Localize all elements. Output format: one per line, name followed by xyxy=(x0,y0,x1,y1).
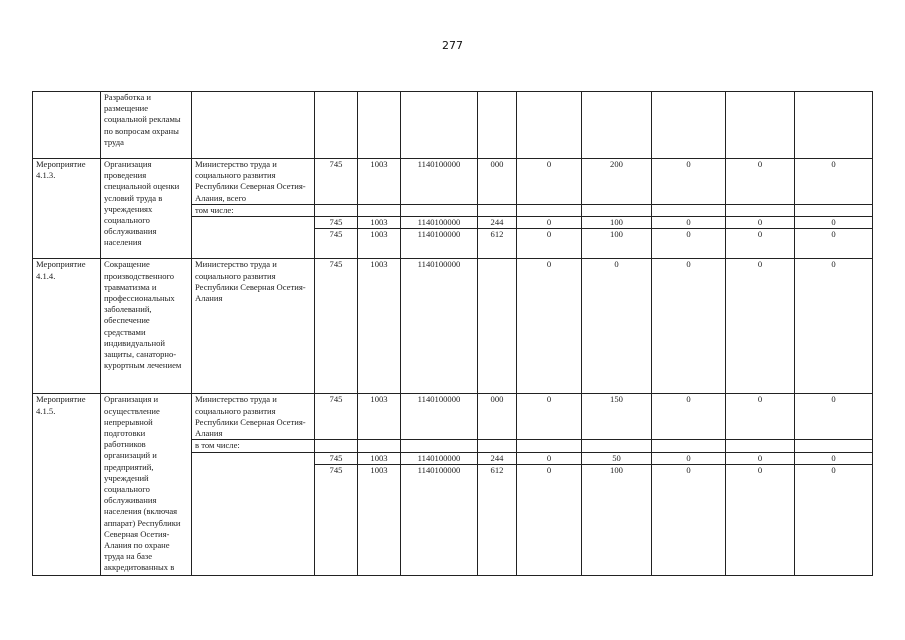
value-cell: 0 xyxy=(652,229,726,259)
value-cell: 100 xyxy=(582,217,652,229)
section-cell: 1003 xyxy=(358,394,401,440)
table-row xyxy=(33,259,873,394)
value-cell: 0 xyxy=(517,259,582,394)
value-cell: 0 xyxy=(795,452,873,464)
value-cell: 0 xyxy=(726,394,795,440)
value-cell: 50 xyxy=(582,452,652,464)
target-article-cell: 1140100000 xyxy=(401,229,478,259)
executor-cell: Министерство труда и социального развития Республики Северная Осетия-Алания, всего xyxy=(192,159,315,205)
activity-id-cell: Мероприятие 4.1.5. xyxy=(33,394,101,575)
value-cell: 0 xyxy=(517,394,582,440)
value-cell: 0 xyxy=(795,394,873,440)
target-article-cell: 1140100000 xyxy=(401,217,478,229)
executor-cell: том числе: xyxy=(192,205,315,217)
grbs-cell: 745 xyxy=(315,229,358,259)
value-cell: 0 xyxy=(517,159,582,205)
target-article-cell: 1140100000 xyxy=(401,464,478,575)
target-article-cell: 1140100000 xyxy=(401,159,478,205)
target-article-cell: 1140100000 xyxy=(401,259,478,394)
executor-cell: Министерство труда и социального развития Республики Северная Осетия-Алания xyxy=(192,259,315,394)
expense-type-cell: 000 xyxy=(478,159,517,205)
table-row xyxy=(33,92,873,159)
value-cell: 0 xyxy=(726,259,795,394)
grbs-cell: 745 xyxy=(315,217,358,229)
section-cell: 1003 xyxy=(358,229,401,259)
executor-cell xyxy=(192,452,315,575)
target-article-cell: 1140100000 xyxy=(401,452,478,464)
value-cell: 0 xyxy=(795,229,873,259)
value-cell: 0 xyxy=(726,217,795,229)
value-cell: 0 xyxy=(582,259,652,394)
table-row xyxy=(33,394,873,440)
value-cell: 0 xyxy=(795,259,873,394)
executor-cell: в том числе: xyxy=(192,440,315,452)
grbs-cell: 745 xyxy=(315,159,358,205)
value-cell: 0 xyxy=(652,217,726,229)
value-cell: 0 xyxy=(652,394,726,440)
expense-type-cell: 244 xyxy=(478,452,517,464)
executor-cell xyxy=(192,217,315,259)
expense-type-cell xyxy=(478,259,517,394)
section-cell: 1003 xyxy=(358,452,401,464)
row-id-cell xyxy=(33,92,101,159)
value-cell: 0 xyxy=(726,464,795,575)
page-number: 277 xyxy=(442,39,463,52)
value-cell: 0 xyxy=(652,159,726,205)
activity-id-cell: Мероприятие 4.1.3. xyxy=(33,159,101,259)
activity-name-cell: Организация проведения специальной оценки условий труда в учреждениях социального обслуживания населения xyxy=(101,159,192,259)
expense-type-cell: 244 xyxy=(478,217,517,229)
grbs-cell: 745 xyxy=(315,464,358,575)
grbs-cell: 745 xyxy=(315,452,358,464)
section-cell: 1003 xyxy=(358,217,401,229)
value-cell: 0 xyxy=(726,452,795,464)
value-cell: 0 xyxy=(795,464,873,575)
activity-id-cell: Мероприятие 4.1.4. xyxy=(33,259,101,394)
expense-type-cell: 612 xyxy=(478,229,517,259)
budget-table xyxy=(32,91,873,576)
grbs-cell: 745 xyxy=(315,259,358,394)
grbs-cell: 745 xyxy=(315,394,358,440)
value-cell: 0 xyxy=(652,464,726,575)
executor-cell: Министерство труда и социального развития Республики Северная Осетия-Алания xyxy=(192,394,315,440)
value-cell: 0 xyxy=(795,159,873,205)
expense-type-cell: 000 xyxy=(478,394,517,440)
activity-name-cell: Организация и осуществление непрерывной подготовки работников организаций и предприятий, учреждений социального обслуживания населения (включая аппарат) Республики Северная Осетия-Алания по охране труда на базе аккредитованных в xyxy=(101,394,192,575)
table-row xyxy=(33,159,873,205)
value-cell: 0 xyxy=(726,229,795,259)
section-cell: 1003 xyxy=(358,159,401,205)
value-cell: 0 xyxy=(517,452,582,464)
value-cell: 0 xyxy=(517,217,582,229)
value-cell: 0 xyxy=(652,452,726,464)
executor-cell xyxy=(192,92,315,159)
activity-name-cell: Разработка и размещение социальной рекламы по вопросам охраны труда xyxy=(101,92,192,159)
section-cell: 1003 xyxy=(358,259,401,394)
value-cell: 0 xyxy=(795,217,873,229)
value-cell: 200 xyxy=(582,159,652,205)
value-cell: 0 xyxy=(517,229,582,259)
target-article-cell: 1140100000 xyxy=(401,394,478,440)
value-cell: 100 xyxy=(582,464,652,575)
activity-name-cell: Сокращение производственного травматизма и профессиональных заболеваний, обеспечение средствами индивидуальной защиты, санаторно-курортным лечением xyxy=(101,259,192,394)
value-cell: 0 xyxy=(652,259,726,394)
expense-type-cell: 612 xyxy=(478,464,517,575)
value-cell: 0 xyxy=(517,464,582,575)
value-cell: 150 xyxy=(582,394,652,440)
value-cell: 0 xyxy=(726,159,795,205)
value-cell: 100 xyxy=(582,229,652,259)
section-cell: 1003 xyxy=(358,464,401,575)
